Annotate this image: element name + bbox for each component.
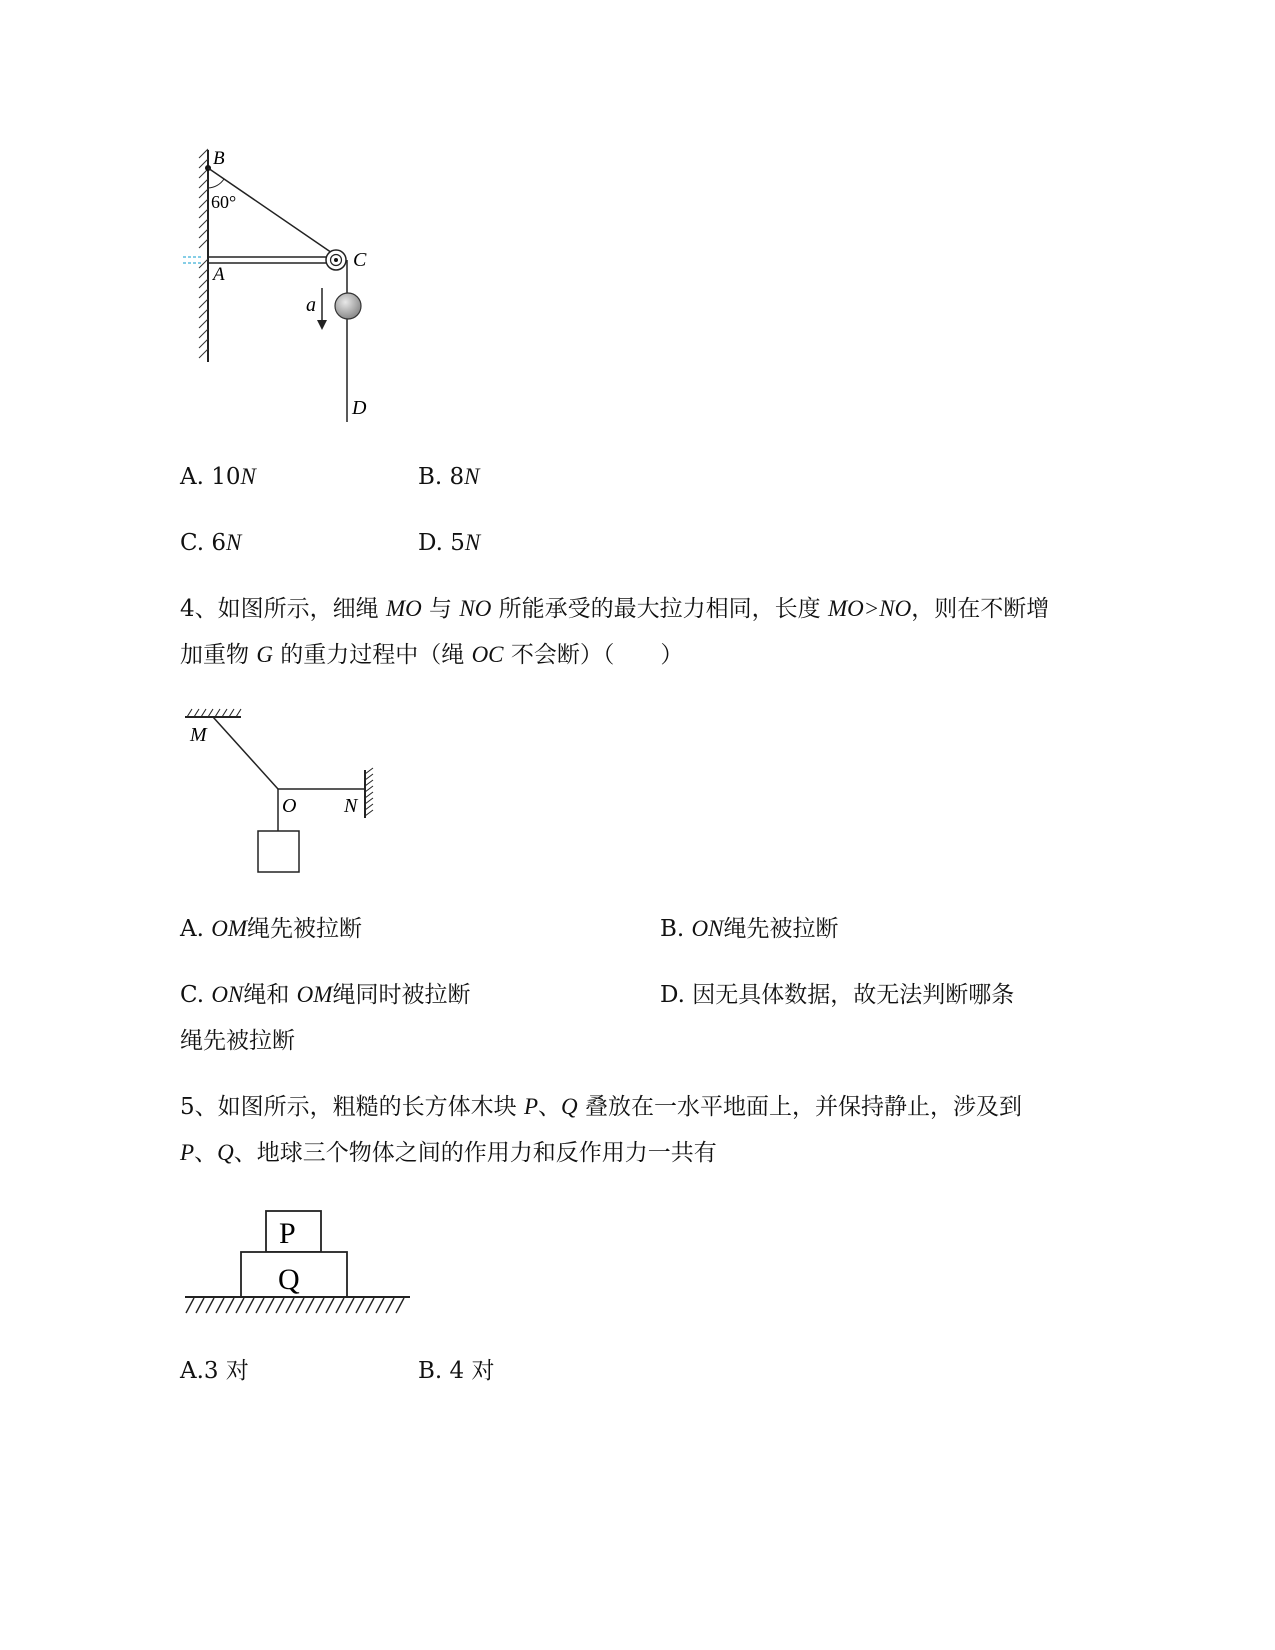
q5-option-a[interactable] [180,1356,249,1386]
q4-wall [365,768,373,818]
q3-option-b-prefix: B. 8 [418,464,465,490]
q4-option-a-text: 绳先被拉断 [247,916,363,942]
q3-label-c: C [353,249,367,271]
q4-option-c-mid: 绳和 [243,982,297,1008]
q3-figure [175,140,405,430]
q3-label-a-point: A [213,264,225,285]
q4-label-n: N [344,795,358,817]
q4-option-d[interactable] [660,980,1014,1010]
q4-stem-line-1 [180,594,1049,624]
q4-option-b-var: ON [691,916,724,941]
q5-text: 、 [194,1140,218,1166]
q4-option-c-var2: OM [296,982,333,1007]
q5-stem-line-1 [180,1092,1022,1122]
q4-var: MO>NO [827,596,912,621]
q4-option-c-prefix: C. [180,982,212,1008]
q4-figure [175,700,395,880]
q3-ball [335,293,361,319]
q3-option-c-unit: N [226,530,242,555]
q3-option-d-unit: N [464,530,481,555]
q3-option-d-prefix: D. 5 [418,530,465,556]
q4-text: 4、如图所示，细绳 [180,596,386,622]
q3-rod-ac [208,257,327,263]
q4-ceiling [185,709,241,717]
q4-option-c-var1: ON [211,982,244,1007]
q3-option-a-unit: N [240,464,256,489]
q5-label-q: Q [278,1263,300,1296]
q4-option-d-line2: 绳先被拉断 [180,1028,295,1054]
q3-option-c[interactable] [180,528,241,558]
q5-text: 、地球三个物体之间的作用力和反作用力一共有 [233,1140,717,1166]
q3-label-angle: 60° [211,192,237,212]
q4-weight-block [258,831,299,872]
q4-var: NO [459,596,492,621]
q5-var: P [523,1094,539,1119]
q4-text: 的重力过程中（绳 [272,642,472,668]
q4-text: 与 [421,596,460,622]
q3-pulley [326,250,346,270]
q5-text: 5、如图所示，粗糙的长方体木块 [180,1094,524,1120]
q4-option-c-text: 绳同时被拉断 [332,982,471,1008]
q4-option-c[interactable] [180,980,470,1010]
q4-option-b-text: 绳先被拉断 [723,916,839,942]
q4-label-m: M [190,724,207,746]
q3-label-b: B [213,148,225,169]
q3-option-d[interactable] [418,528,480,558]
q4-text: 所能承受的最大拉力相同，长度 [491,596,828,622]
q3-option-c-prefix: C. 6 [180,530,227,556]
q5-text: 、 [538,1094,562,1120]
q4-rope-mo [213,717,278,789]
q3-wall [183,149,208,362]
q3-option-b-unit: N [464,464,480,489]
q5-option-b-text: B. 4 对 [418,1358,495,1384]
q4-option-a-prefix: A. [180,916,212,942]
q4-option-d-continued[interactable] [180,1026,295,1056]
q4-label-o: O [282,795,297,817]
q5-option-a-text: A.3 对 [180,1358,249,1384]
q3-accel-arrow [317,288,327,330]
q4-option-b-prefix: B. [660,916,692,942]
q4-option-a-var: OM [211,916,248,941]
q3-label-d: D [352,397,367,419]
q4-option-b[interactable] [660,914,838,944]
q5-label-p: P [279,1217,296,1250]
q4-var: MO [385,596,422,621]
q5-option-b[interactable] [418,1356,494,1386]
q3-option-a-prefix: A. 10 [180,464,241,490]
q3-angle-arc [208,179,224,188]
q5-var: Q [561,1094,578,1119]
q5-stem-line-2 [180,1138,717,1168]
q4-text: 加重物 [180,642,257,668]
q4-option-a[interactable] [180,914,362,944]
q5-var: Q [217,1140,234,1165]
q3-option-a[interactable] [180,462,256,492]
q3-option-b[interactable] [418,462,480,492]
q4-option-d-line1: D. 因无具体数据，故无法判断哪条 [660,982,1015,1008]
q4-var: G [256,642,273,667]
q5-figure [180,1200,420,1320]
q4-text: 不会断）（ ） [503,642,684,668]
q4-var: OC [471,642,504,667]
q4-stem-line-2 [180,640,683,670]
q5-text: 叠放在一水平地面上，并保持静止，涉及到 [577,1094,1022,1120]
q5-var: P [180,1140,195,1165]
q5-ground [185,1297,410,1313]
q3-label-accel: a [306,294,316,316]
q4-text: ，则在不断增 [911,596,1050,622]
